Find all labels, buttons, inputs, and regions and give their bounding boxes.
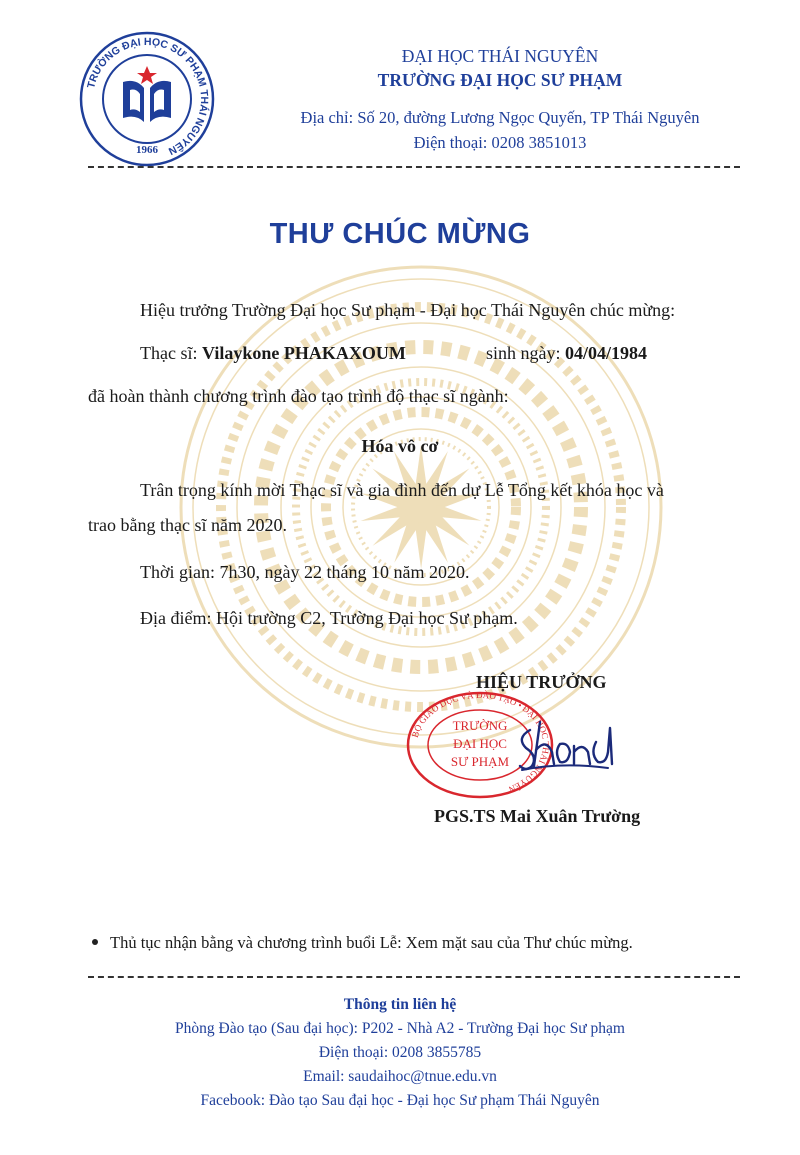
school-phone: Điện thoại: 0208 3851013 (413, 133, 587, 152)
signatory-role: HIỆU TRƯỞNG (476, 672, 607, 692)
contact-email: Email: saudaihoc@tnue.edu.vn (303, 1068, 497, 1085)
open-book-logo-icon (123, 66, 171, 122)
logo-year: 1966 (136, 144, 158, 156)
stamp-line-1: TRƯỜNG (452, 718, 508, 733)
procedure-note (92, 933, 633, 953)
invitation-line-1: Trân trọng kính mời Thạc sĩ và gia đình đến dự Lễ Tổng kết khóa học và (140, 480, 664, 500)
event-place: Địa điểm: Hội trường C2, Trường Đại học Sư phạm. (140, 608, 518, 628)
school-name: TRƯỜNG ĐẠI HỌC SƯ PHẠM (377, 70, 623, 90)
contact-office: Phòng Đào tạo (Sau đại học): P202 - Nhà A2 - Trường Đại học Sư phạm (175, 1020, 625, 1037)
invitation-line-2: trao bằng thạc sĩ năm 2020. (88, 515, 287, 535)
contact-phone: Điện thoại: 0208 3855785 (318, 1044, 482, 1061)
school-address: Địa chỉ: Số 20, đường Lương Ngọc Quyến, TP Thái Nguyên (300, 108, 700, 127)
dob-line (486, 343, 647, 365)
university-logo (78, 30, 216, 168)
stamp-ring-text: BỘ GIÁO DỤC VÀ ĐÀO TẠO • ĐẠI HỌC THÁI NGUYÊN (409, 690, 552, 795)
bullet-icon (92, 939, 98, 945)
header-divider (88, 166, 740, 168)
signer-name: PGS.TS Mai Xuân Trường (434, 806, 641, 826)
recipient-name: Vilaykone PHAKAXOUM (201, 343, 406, 363)
dob-label: sinh ngày: (486, 343, 561, 363)
university-name: ĐẠI HỌC THÁI NGUYÊN (401, 46, 599, 66)
degree-prefix: Thạc sĩ: (140, 343, 198, 363)
contact-heading: Thông tin liên hệ (343, 996, 457, 1013)
letter-title: THƯ CHÚC MỪNG (269, 218, 531, 250)
completion-line: đã hoàn thành chương trình đào tạo trình độ thạc sĩ ngành: (88, 386, 509, 406)
major-name: Hóa vô cơ (361, 436, 439, 456)
greeting-line: Hiệu trưởng Trường Đại học Sư phạm - Đại học Thái Nguyên chúc mừng: (140, 300, 676, 320)
handwritten-signature (512, 708, 632, 778)
event-time: Thời gian: 7h30, ngày 22 tháng 10 năm 2020. (140, 562, 470, 582)
stamp-line-2: ĐẠI HỌC (453, 736, 507, 751)
contact-facebook: Facebook: Đào tạo Sau đại học - Đại học Sư phạm Thái Nguyên (200, 1092, 600, 1109)
logo-ring-text: TRƯỜNG ĐẠI HỌC SƯ PHẠM THÁI NGUYÊN (85, 35, 211, 158)
stamp-line-3: SƯ PHẠM (450, 754, 510, 769)
footer-divider (88, 976, 740, 978)
dob-value: 04/04/1984 (565, 343, 648, 363)
recipient-line (140, 343, 406, 365)
procedure-note-text: Thủ tục nhận bằng và chương trình buổi Lễ: Xem mặt sau của Thư chúc mừng. (110, 933, 633, 952)
